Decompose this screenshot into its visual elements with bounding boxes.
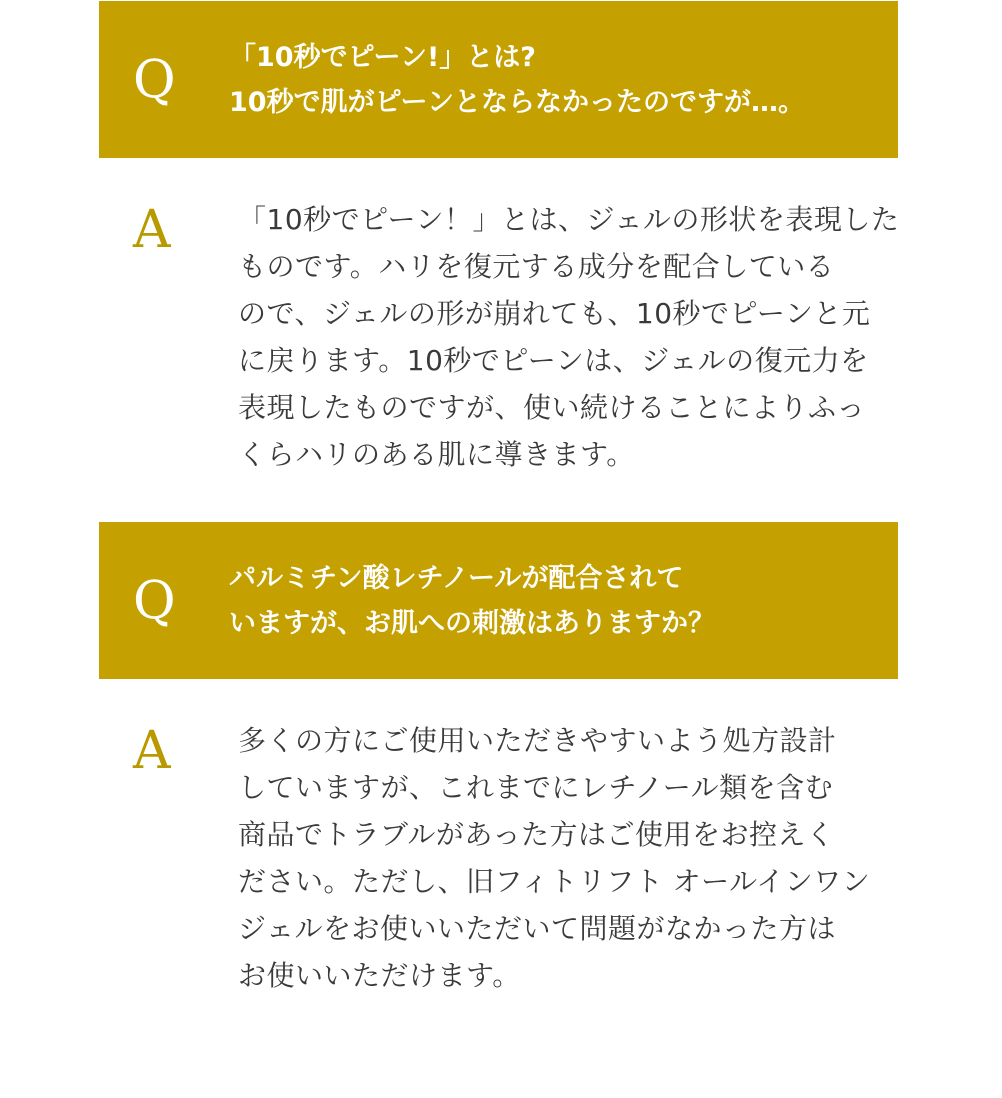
question-band-2 [99, 522, 898, 679]
answer-text: 多くの方にご使用いただきやすいよう処方設計 していますが、これまでにレチノール類を含む 商品でトラブルがあった方はご使用をお控えく ださい。ただし、旧フィトリフト オールインワン ジェルをお使いいただいて問題がなかった方は お使いいただけます。 [238, 724, 871, 992]
question-band-1 [99, 1, 898, 158]
question-marker: Q [133, 570, 176, 631]
question-text: パルミチン酸レチノールが配合されて いますが、お肌への刺激はありますか？ [229, 562, 715, 639]
answer-text: 「10秒でピーン！」とは、ジェルの形状を表現した ものです。ハリを復元する成分を配合している ので、ジェルの形が崩れても、10秒でピーンと元 に戻ります。10秒でピーンは、ジェルの復元力を 表現したものですが、使い続けることによりふっ くらハリのある肌に導きます。 [238, 203, 900, 471]
answer-marker: A [133, 200, 171, 260]
answer-marker: A [133, 721, 171, 781]
question-text: 「10秒でピーン!」とは? 10秒で肌がピーンとならなかったのですが…。 [229, 41, 805, 118]
question-marker: Q [133, 49, 176, 110]
